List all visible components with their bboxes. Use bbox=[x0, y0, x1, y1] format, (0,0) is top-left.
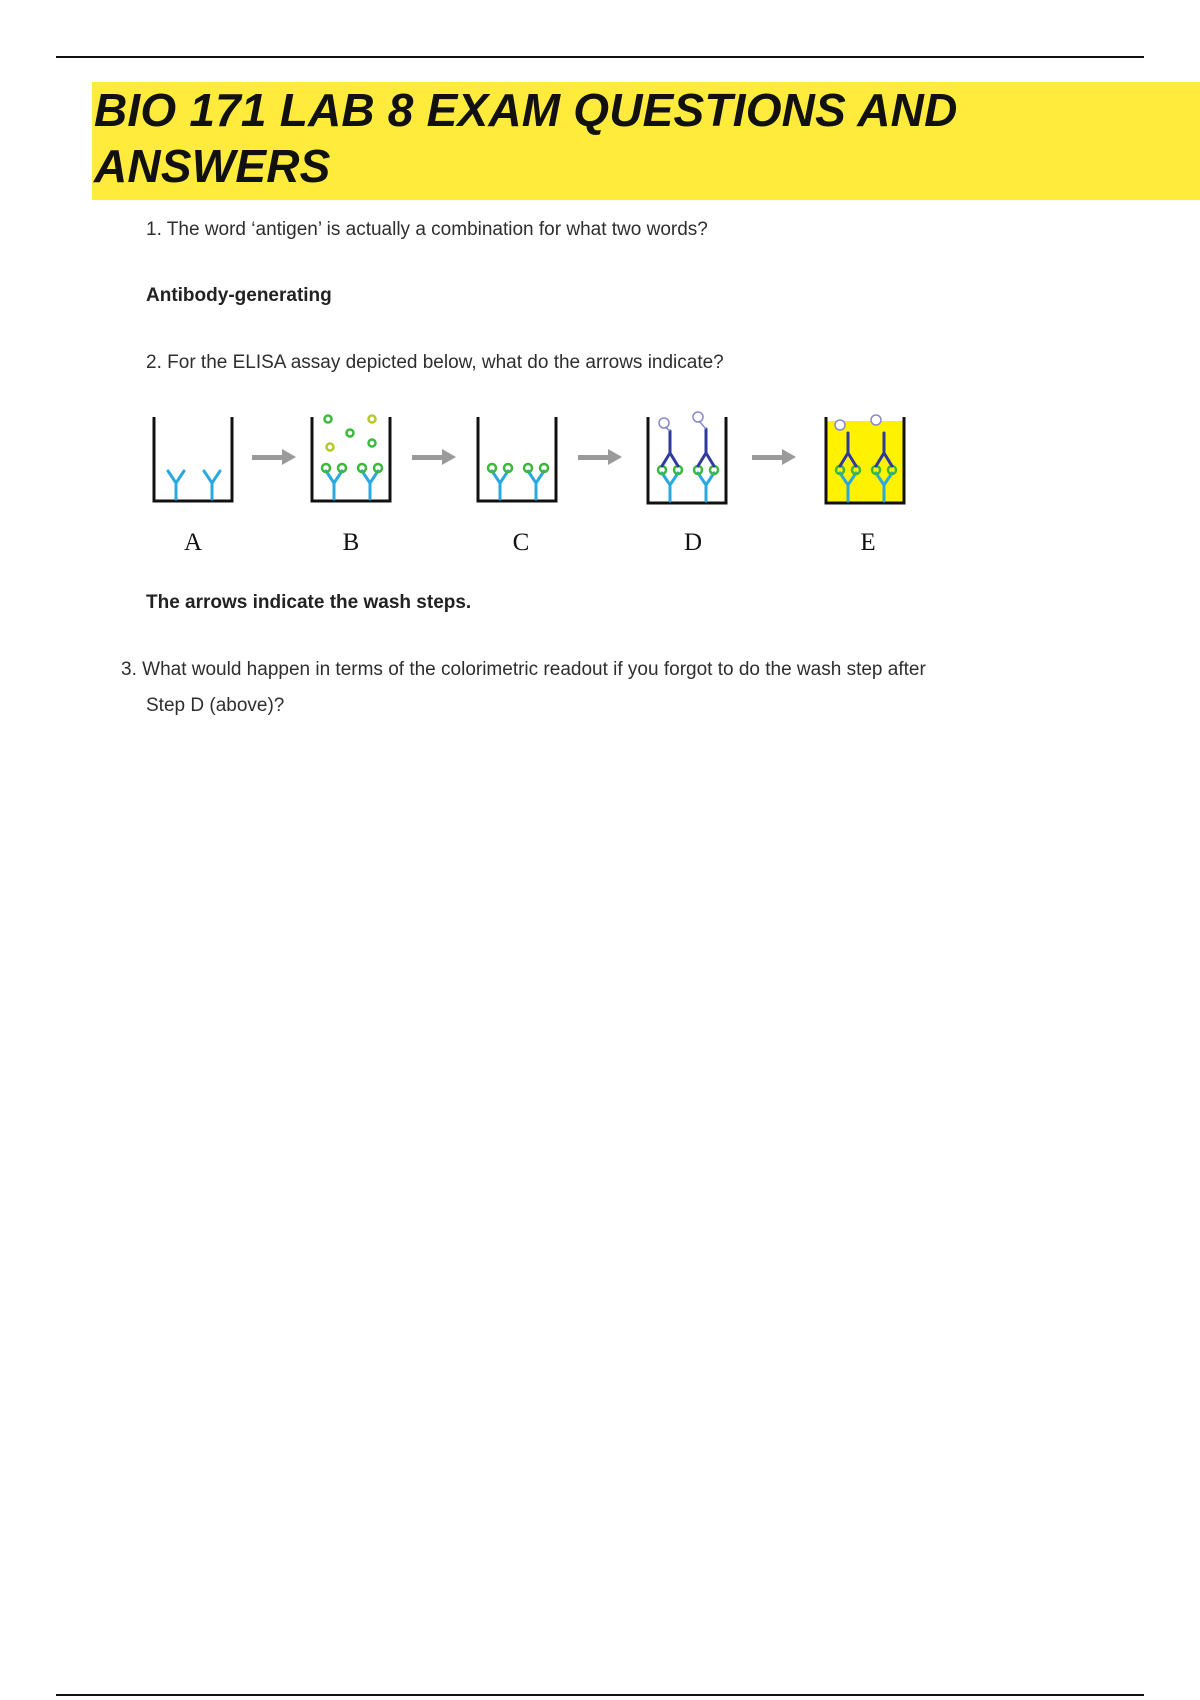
well-b bbox=[312, 416, 390, 502]
step-label-c: C bbox=[512, 529, 530, 556]
well-d bbox=[648, 412, 726, 503]
question-3 bbox=[121, 652, 926, 688]
question-number: 2. bbox=[146, 352, 162, 373]
step-label-d: D bbox=[683, 529, 703, 556]
question-text: For the ELISA assay depicted below, what do the arrows indicate? bbox=[167, 352, 724, 373]
well-a bbox=[154, 417, 232, 501]
question-number: 3. bbox=[121, 659, 137, 680]
wash-arrow-3 bbox=[578, 449, 622, 465]
wash-arrow-4 bbox=[752, 449, 796, 465]
top-rule bbox=[56, 56, 1144, 58]
step-label-b: B bbox=[342, 529, 360, 556]
step-label-a: A bbox=[183, 529, 203, 556]
well-e bbox=[826, 415, 904, 503]
question-number: 1. bbox=[146, 219, 162, 240]
question-1 bbox=[146, 212, 708, 248]
wash-arrow-1 bbox=[252, 449, 296, 465]
well-c bbox=[478, 417, 556, 501]
elisa-diagram bbox=[140, 405, 920, 565]
answer-1: Antibody-generating bbox=[146, 285, 332, 306]
answer-2: The arrows indicate the wash steps. bbox=[146, 592, 472, 613]
step-label-e: E bbox=[860, 529, 876, 556]
question-text-line-1: What would happen in terms of the colorimetric readout if you forgot to do the wash step after bbox=[142, 659, 926, 680]
page-title: BIO 171 LAB 8 EXAM QUESTIONS AND ANSWERS bbox=[94, 84, 958, 192]
wash-arrow-2 bbox=[412, 449, 456, 465]
bottom-rule bbox=[56, 1694, 1144, 1696]
question-text: The word ‘antigen’ is actually a combination for what two words? bbox=[166, 219, 708, 240]
question-2 bbox=[146, 345, 724, 381]
question-3-continued: Step D (above)? bbox=[146, 695, 285, 716]
